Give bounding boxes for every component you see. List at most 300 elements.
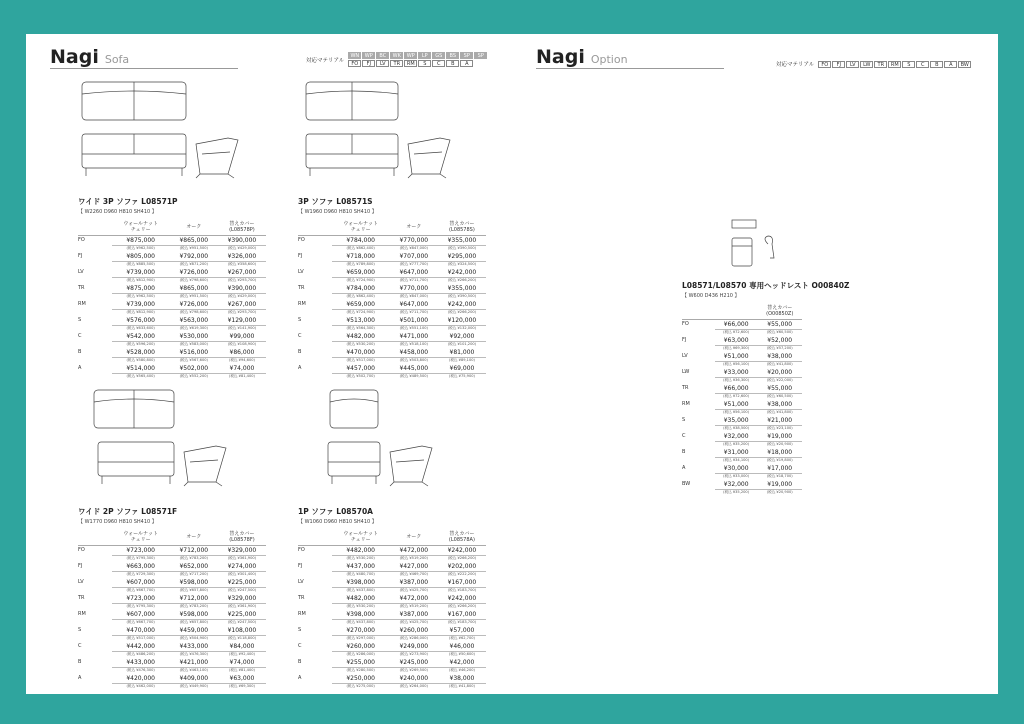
price: ¥108,000 — [218, 627, 266, 635]
price-tax-included: (税込 ¥596,200) — [126, 341, 155, 346]
price-tax-included: (税込 ¥517,000) — [126, 635, 155, 640]
table-row — [298, 236, 486, 253]
price-cell — [715, 480, 758, 496]
price-tax-included: (税込 ¥812,900) — [126, 277, 155, 282]
table-header-row — [298, 221, 486, 236]
table-row — [78, 674, 266, 690]
table-row — [78, 546, 266, 563]
material-code: RM — [78, 301, 86, 308]
price-tax-included: (税込 ¥425,700) — [399, 587, 428, 592]
table-row — [298, 268, 486, 284]
material-code: FO — [298, 237, 305, 244]
price: ¥723,000 — [112, 595, 170, 603]
price-tax-included: (税込 ¥449,900) — [179, 683, 208, 688]
price: ¥55,000 — [757, 321, 802, 329]
price-cell — [715, 320, 758, 337]
price: ¥260,000 — [390, 627, 438, 635]
table-header-row — [78, 221, 266, 236]
price-tax-included: (税込 ¥20,900) — [766, 441, 793, 446]
price-cell — [332, 674, 390, 690]
price: ¥805,000 — [112, 253, 170, 261]
table-row — [298, 546, 486, 563]
price: ¥437,000 — [332, 563, 390, 571]
product-wide-2p-sofa — [78, 384, 288, 690]
material-chip: WK — [390, 52, 403, 59]
price-tax-included: (税込 ¥35,200) — [723, 489, 750, 494]
price-tax-included: (税込 ¥565,400) — [126, 373, 155, 378]
material-chip: LW — [860, 61, 873, 68]
price-tax-included: (税込 ¥711,700) — [399, 277, 428, 282]
price: ¥784,000 — [332, 285, 390, 293]
material-code: A — [298, 365, 302, 372]
price-cell — [218, 300, 266, 316]
price: ¥326,000 — [218, 253, 266, 261]
price-tax-included: (税込 ¥247,500) — [227, 619, 257, 624]
price-tax-included: (税込 ¥72,600) — [723, 393, 750, 398]
price: ¥260,000 — [332, 643, 390, 651]
price-tax-included: (税込 ¥69,300) — [228, 683, 255, 688]
table-row — [78, 300, 266, 316]
price-table — [78, 221, 266, 380]
material-code: FO — [78, 237, 85, 244]
page-subtitle: Sofa — [104, 53, 130, 66]
price-cell — [112, 642, 170, 658]
table-header-row — [682, 305, 802, 320]
price: ¥433,000 — [170, 643, 218, 651]
price-cell — [390, 562, 438, 578]
price-cell — [332, 348, 390, 364]
material-chip: SP — [460, 52, 473, 59]
price: ¥270,000 — [332, 627, 390, 635]
material-code: C — [298, 643, 302, 650]
price: ¥52,000 — [757, 337, 802, 345]
price: ¥355,000 — [438, 237, 486, 245]
column-header: 替えカバー (L08578P) — [218, 221, 266, 236]
price-cell — [715, 448, 758, 464]
price: ¥69,000 — [438, 365, 486, 373]
price-tax-included: (税込 ¥361,900) — [227, 603, 257, 608]
price-tax-included: (税込 ¥567,600) — [179, 357, 208, 362]
price-cell — [390, 594, 438, 610]
material-code: LV — [78, 269, 84, 276]
material-code: LV — [298, 579, 304, 586]
price-tax-included: (税込 ¥264,000) — [399, 683, 428, 688]
product-dims: 【 W1060 D960 H810 SH410 】 — [298, 519, 377, 525]
price-tax-included: (税込 ¥266,200) — [447, 277, 477, 282]
price-tax-included: (税込 ¥222,200) — [447, 571, 477, 576]
price-cell — [170, 674, 218, 690]
price-tax-included: (税込 ¥69,300) — [723, 345, 750, 350]
price-tax-included: (税込 ¥266,200) — [447, 603, 477, 608]
material-chip: GS — [432, 52, 445, 59]
price-cell — [218, 268, 266, 284]
material-code: FJ — [78, 253, 83, 260]
headrest-drawing — [682, 214, 922, 276]
price-tax-included: (税込 ¥437,800) — [346, 619, 375, 624]
price-tax-included: (税込 ¥798,600) — [179, 277, 208, 282]
material-chip: FO — [348, 60, 361, 67]
price-cell — [170, 626, 218, 642]
price-tax-included: (税込 ¥293,700) — [227, 277, 257, 282]
material-code: TR — [298, 595, 305, 602]
price-cell — [332, 658, 390, 674]
price-cell — [112, 626, 170, 642]
price-cell — [218, 364, 266, 380]
table-row — [682, 480, 802, 496]
material-chip: S — [418, 60, 431, 67]
price-cell — [170, 284, 218, 300]
price-tax-included: (税込 ¥60,500) — [766, 393, 793, 398]
price-cell — [757, 384, 802, 400]
price: ¥242,000 — [438, 595, 486, 603]
price: ¥770,000 — [390, 237, 438, 245]
material-code: A — [298, 675, 302, 682]
price-cell — [438, 562, 486, 578]
material-code: LV — [78, 579, 84, 586]
price-cell — [390, 268, 438, 284]
price: ¥120,000 — [438, 317, 486, 325]
material-code: TR — [78, 595, 85, 602]
price-cell — [715, 384, 758, 400]
price-cell — [112, 284, 170, 300]
price-cell — [390, 300, 438, 316]
price: ¥398,000 — [332, 579, 390, 587]
price: ¥875,000 — [112, 237, 170, 245]
price-tax-included: (税込 ¥517,000) — [346, 357, 375, 362]
column-header: ウォールナット チェリー — [112, 531, 170, 546]
table-row — [78, 610, 266, 626]
price-cell — [170, 578, 218, 594]
price-cell — [218, 348, 266, 364]
material-code: S — [682, 417, 686, 424]
price-table — [78, 531, 266, 690]
price: ¥38,000 — [757, 401, 802, 409]
price: ¥652,000 — [170, 563, 218, 571]
table-row — [78, 642, 266, 658]
price: ¥245,000 — [390, 659, 438, 667]
price-tax-included: (税込 ¥56,100) — [723, 409, 750, 414]
price-tax-included: (税込 ¥20,900) — [766, 489, 793, 494]
price-tax-included: (税込 ¥247,500) — [227, 587, 257, 592]
table-row — [298, 300, 486, 316]
blank-header — [298, 221, 332, 236]
price-cell — [112, 348, 170, 364]
material-code: S — [298, 317, 302, 324]
price-cell — [112, 300, 170, 316]
table-row — [682, 432, 802, 448]
table-row — [298, 332, 486, 348]
price-cell — [170, 332, 218, 348]
price-cell — [757, 416, 802, 432]
price: ¥250,000 — [332, 675, 390, 683]
price-cell — [715, 416, 758, 432]
price-cell — [112, 594, 170, 610]
price: ¥398,000 — [332, 611, 390, 619]
price-cell — [438, 642, 486, 658]
price: ¥607,000 — [112, 611, 170, 619]
sofa-1p-illustration — [298, 384, 508, 502]
material-code: TR — [298, 285, 305, 292]
material-code: FJ — [298, 563, 303, 570]
price-cell — [218, 562, 266, 578]
table-row — [298, 626, 486, 642]
price-cell — [332, 252, 390, 268]
price: ¥739,000 — [112, 269, 170, 277]
price-tax-included: (税込 ¥503,800) — [399, 357, 428, 362]
price-tax-included: (税込 ¥564,300) — [346, 325, 375, 330]
price-tax-included: (税込 ¥390,500) — [447, 245, 477, 250]
price: ¥51,000 — [715, 353, 758, 361]
price-cell — [332, 332, 390, 348]
price: ¥35,000 — [715, 417, 758, 425]
price-cell — [757, 336, 802, 352]
price-cell — [332, 300, 390, 316]
material-legend — [776, 60, 971, 68]
price-tax-included: (税込 ¥795,300) — [126, 555, 155, 560]
price: ¥607,000 — [112, 579, 170, 587]
material-code: LV — [298, 269, 304, 276]
price-cell — [112, 364, 170, 380]
price-tax-included: (税込 ¥429,000) — [227, 245, 257, 250]
price-table — [298, 531, 486, 690]
price: ¥33,000 — [715, 369, 758, 377]
price-tax-included: (税込 ¥530,200) — [346, 555, 375, 560]
price-tax-included: (税込 ¥530,200) — [346, 341, 375, 346]
price: ¥471,000 — [390, 333, 438, 341]
blank-header — [78, 221, 112, 236]
product-dims: 【 W1770 D960 H810 SH410 】 — [78, 519, 157, 525]
table-row — [78, 284, 266, 300]
table-row — [298, 578, 486, 594]
material-chip: WN — [348, 52, 361, 59]
price: ¥387,000 — [390, 579, 438, 587]
price-tax-included: (税込 ¥667,700) — [126, 587, 155, 592]
table-row — [78, 594, 266, 610]
price: ¥242,000 — [438, 301, 486, 309]
price-tax-included: (税込 ¥41,800) — [766, 361, 793, 366]
price: ¥457,000 — [332, 365, 390, 373]
price-cell — [715, 352, 758, 368]
price-tax-included: (税込 ¥89,100) — [448, 357, 475, 362]
price-tax-included: (税込 ¥795,300) — [126, 603, 155, 608]
price-cell — [112, 316, 170, 332]
price-cell — [438, 284, 486, 300]
price-tax-included: (税込 ¥280,500) — [346, 667, 375, 672]
price-cell — [757, 464, 802, 480]
material-chip: TR — [874, 61, 887, 68]
material-chip: S — [902, 61, 915, 68]
price-cell — [332, 364, 390, 380]
price: ¥19,000 — [757, 481, 802, 489]
price-cell — [218, 658, 266, 674]
sofa-drawing — [298, 74, 508, 192]
price-tax-included: (税込 ¥183,700) — [447, 619, 477, 624]
price: ¥659,000 — [332, 269, 390, 277]
price-tax-included: (税込 ¥41,800) — [448, 683, 475, 688]
table-row — [78, 332, 266, 348]
price-cell — [390, 610, 438, 626]
product-headrest — [682, 214, 922, 496]
column-header: ウォールナット チェリー — [332, 221, 390, 236]
price-tax-included: (税込 ¥777,700) — [399, 261, 428, 266]
table-header-row — [298, 531, 486, 546]
price-tax-included: (税込 ¥486,200) — [126, 651, 155, 656]
price: ¥295,000 — [438, 253, 486, 261]
price: ¥74,000 — [218, 365, 266, 373]
price-cell — [332, 562, 390, 578]
blank-header — [298, 531, 332, 546]
price: ¥255,000 — [332, 659, 390, 667]
price-cell — [112, 252, 170, 268]
price: ¥329,000 — [218, 547, 266, 555]
table-row — [78, 348, 266, 364]
price: ¥387,000 — [390, 611, 438, 619]
price-tax-included: (税込 ¥462,000) — [126, 683, 155, 688]
price-tax-included: (税込 ¥552,200) — [179, 373, 208, 378]
price: ¥598,000 — [170, 579, 218, 587]
price-tax-included: (税込 ¥463,100) — [179, 667, 208, 672]
price-tax-included: (税込 ¥469,700) — [399, 571, 428, 576]
price-cell — [170, 562, 218, 578]
price: ¥51,000 — [715, 401, 758, 409]
price-cell — [170, 594, 218, 610]
price-cell — [112, 610, 170, 626]
column-header: 替えカバー (L08578A) — [438, 531, 486, 546]
product-wide-3p-sofa — [78, 74, 288, 380]
price: ¥57,000 — [438, 627, 486, 635]
price-cell — [438, 300, 486, 316]
price-cell — [390, 284, 438, 300]
table-row — [298, 252, 486, 268]
product-name: 3P ソファ L08571S — [298, 197, 373, 206]
price-tax-included: (税込 ¥361,900) — [227, 555, 257, 560]
price-cell — [438, 674, 486, 690]
price-cell — [112, 268, 170, 284]
price-cell — [170, 252, 218, 268]
price-tax-included: (税込 ¥619,300) — [179, 325, 208, 330]
material-chip: B — [446, 60, 459, 67]
price-cell — [112, 578, 170, 594]
price-cell — [390, 348, 438, 364]
material-code: RM — [298, 611, 306, 618]
price-tax-included: (税込 ¥72,600) — [723, 329, 750, 334]
price-tax-included: (税込 ¥962,500) — [126, 245, 155, 250]
material-code: S — [78, 317, 82, 324]
price: ¥445,000 — [390, 365, 438, 373]
column-header: 替えカバー (O00850Z) — [757, 305, 802, 320]
price-tax-included: (税込 ¥36,300) — [723, 377, 750, 382]
table-row — [298, 594, 486, 610]
price-tax-included: (税込 ¥951,500) — [179, 245, 208, 250]
table-row — [682, 352, 802, 368]
sofa-2p-wide-illustration — [78, 384, 288, 502]
table-row — [78, 658, 266, 674]
price-cell — [715, 336, 758, 352]
material-chip: FO — [818, 61, 831, 68]
price-cell — [218, 546, 266, 563]
material-chip: LV — [846, 61, 859, 68]
product-3p-sofa — [298, 74, 508, 380]
price-tax-included: (税込 ¥711,700) — [399, 309, 428, 314]
price: ¥563,000 — [170, 317, 218, 325]
price-cell — [112, 562, 170, 578]
price-cell — [332, 316, 390, 332]
price-tax-included: (税込 ¥57,200) — [766, 345, 793, 350]
price-tax-included: (税込 ¥18,700) — [766, 473, 793, 478]
price-cell — [332, 594, 390, 610]
price-cell — [438, 252, 486, 268]
material-chip: WP — [404, 52, 417, 59]
price-cell — [390, 252, 438, 268]
material-code: TR — [78, 285, 85, 292]
material-code: FO — [298, 547, 305, 554]
price-cell — [170, 546, 218, 563]
product-1p-sofa — [298, 384, 508, 690]
price: ¥42,000 — [438, 659, 486, 667]
price-tax-included: (税込 ¥667,700) — [126, 619, 155, 624]
material-label: 対応マテリアル — [306, 57, 345, 64]
price-cell — [438, 332, 486, 348]
price-tax-included: (税込 ¥583,000) — [179, 341, 208, 346]
table-row — [78, 252, 266, 268]
table-row — [298, 562, 486, 578]
price-cell — [170, 642, 218, 658]
price-cell — [757, 480, 802, 496]
material-chip: RM — [404, 60, 417, 67]
page-title: Nagi Sofa — [50, 46, 130, 68]
column-header: オーク — [390, 531, 438, 546]
price: ¥502,000 — [170, 365, 218, 373]
price-cell — [438, 546, 486, 563]
material-chip: BW — [958, 61, 971, 68]
price-cell — [332, 626, 390, 642]
price-cell — [218, 236, 266, 253]
price-cell — [218, 316, 266, 332]
price-tax-included: (税込 ¥519,200) — [399, 603, 428, 608]
material-code: BW — [682, 481, 691, 488]
sofa-3p-illustration — [298, 74, 508, 192]
price-tax-included: (税込 ¥23,100) — [766, 425, 793, 430]
price-tax-included: (税込 ¥551,100) — [399, 325, 428, 330]
material-chip: FJ — [362, 60, 375, 67]
price-cell — [218, 642, 266, 658]
material-code: RM — [78, 611, 86, 618]
table-row — [78, 578, 266, 594]
price: ¥242,000 — [438, 547, 486, 555]
material-code: RM — [682, 401, 690, 408]
price: ¥530,000 — [170, 333, 218, 341]
price: ¥19,000 — [757, 433, 802, 441]
column-header: ウォールナット チェリー — [332, 531, 390, 546]
price-cell — [438, 364, 486, 380]
price: ¥202,000 — [438, 563, 486, 571]
price-tax-included: (税込 ¥862,400) — [346, 293, 375, 298]
material-chip: BC — [376, 52, 389, 59]
price: ¥99,000 — [218, 333, 266, 341]
price-tax-included: (税込 ¥390,500) — [447, 293, 477, 298]
price-cell — [390, 642, 438, 658]
headrest-illustration — [682, 214, 922, 276]
table-row — [298, 348, 486, 364]
price-cell — [170, 348, 218, 364]
price: ¥63,000 — [715, 337, 758, 345]
price-tax-included: (税込 ¥286,000) — [399, 635, 428, 640]
price: ¥240,000 — [390, 675, 438, 683]
price-tax-included: (税込 ¥297,000) — [346, 635, 375, 640]
price-tax-included: (税込 ¥101,200) — [447, 341, 477, 346]
table-row — [682, 464, 802, 480]
blank-header — [715, 305, 758, 320]
